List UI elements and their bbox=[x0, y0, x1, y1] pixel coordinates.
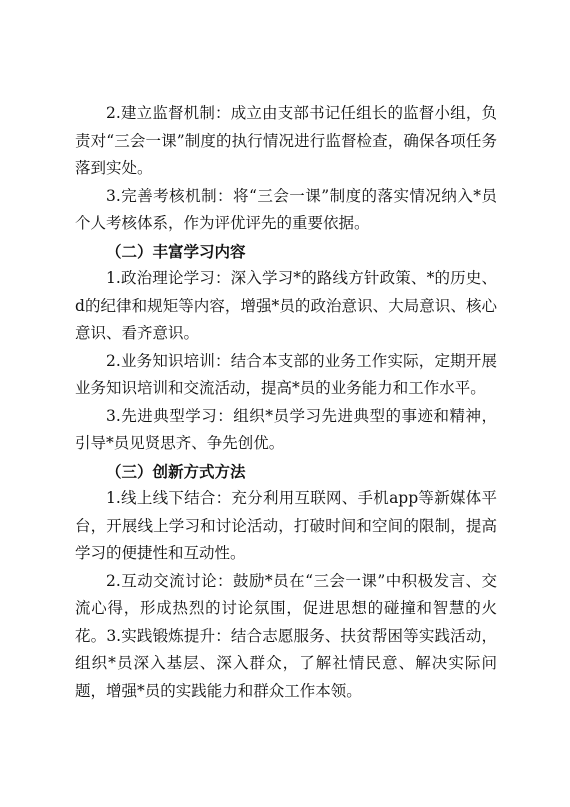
paragraph-online-offline: 1.线上线下结合：充分利用互联网、手机app等新媒体平台，开展线上学习和讨论活动，打破时间和空间的限制，提高学习的便捷性和互动性。 bbox=[75, 489, 497, 562]
section-heading-innovation-methods: （三）创新方式方法 bbox=[106, 461, 246, 481]
section-heading-learning-content: （二）丰富学习内容 bbox=[106, 241, 246, 261]
paragraph-assessment-mechanism: 3.完善考核机制：将“三会一课”制度的落实情况纳入*员个人考核体系，作为评优评先的重要依据。 bbox=[75, 186, 497, 232]
paragraph-political-theory: 1.政治理论学习：深入学习*的路线方针政策、*的历史、d的纪律和规矩等内容，增强*员的政治意识、大局意识、核心意识、看齐意识。 bbox=[75, 269, 497, 342]
paragraph-interactive-discussion: 2.互动交流讨论：鼓励*员在“三会一课”中积极发言、交流心得，形成热烈的讨论氛围，促进思想的碰撞和智慧的火花。3.实践锻炼提升：结合志愿服务、扶贫帮困等实践活动，组织*员深入基层、深入群众，了解社情民意、解决实际问题，增强*员的实践能力和群众工作本领。 bbox=[75, 571, 497, 700]
paragraph-business-training: 2.业务知识培训：结合本支部的业务工作实际，定期开展业务知识培训和交流活动，提高*员的业务能力和工作水平。 bbox=[75, 351, 497, 397]
paragraph-model-learning: 3.先进典型学习：组织*员学习先进典型的事迹和精神，引导*员见贤思齐、争先创优。 bbox=[75, 406, 497, 452]
document-body bbox=[75, 100, 497, 705]
paragraph-supervision-mechanism: 2.建立监督机制：成立由支部书记任组长的监督小组，负责对“三会一课”制度的执行情况进行监督检查，确保各项任务落到实处。 bbox=[75, 104, 497, 177]
